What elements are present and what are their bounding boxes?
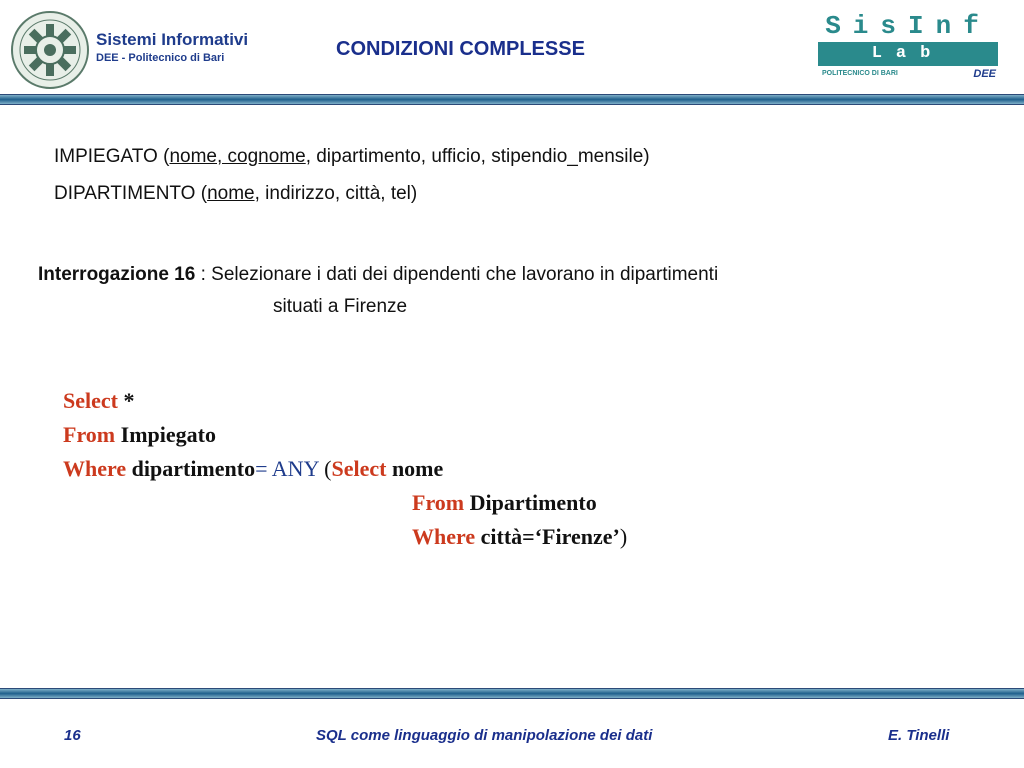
- org-name: Sistemi Informativi: [96, 30, 249, 49]
- sql-keyword: From: [412, 490, 465, 515]
- sql-subquery-from: From Dipartimento: [412, 490, 597, 515]
- page-number: 16: [64, 727, 81, 744]
- lab-logo-foot-left: POLITECNICO DI BARI: [822, 70, 898, 77]
- sql-line-from: From Impiegato: [63, 422, 216, 447]
- sql-keyword: Select: [63, 388, 118, 413]
- lab-logo-top: SisInf: [825, 11, 991, 41]
- university-seal-logo: [10, 10, 90, 90]
- primary-key: nome,: [207, 183, 260, 204]
- slide-title: CONDIZIONI COMPLESSE: [336, 38, 585, 60]
- query-question: Interrogazione 16 : Selezionare i dati dei dipendenti che lavorano in dipartimenti: [38, 264, 719, 285]
- header-divider-bar: [0, 94, 1024, 105]
- table-name: IMPIEGATO: [54, 146, 158, 167]
- schema-impiegato: IMPIEGATO (nome, cognome, dipartimento, ufficio, stipendio_mensile): [54, 146, 650, 167]
- sql-line-where: Where dipartimento= ANY (Select nome: [63, 456, 444, 481]
- lab-logo-foot-right: DEE: [973, 68, 996, 80]
- footer-title: SQL come linguaggio di manipolazione dei dati: [316, 727, 653, 744]
- sql-keyword: Select: [331, 456, 387, 481]
- primary-key: nome, cognome: [169, 146, 306, 167]
- lab-logo-band: Lab: [818, 42, 998, 66]
- sql-keyword: Where: [63, 456, 127, 481]
- sql-keyword: Where: [412, 524, 476, 549]
- query-question-continued: situati a Firenze: [273, 296, 408, 317]
- query-text: Selezionare i dati dei dipendenti che lavorano in dipartimenti: [211, 264, 719, 285]
- sql-operator-any: = ANY: [255, 456, 319, 481]
- query-label: Interrogazione 16: [38, 264, 196, 285]
- footer-divider-bar: [0, 688, 1024, 699]
- sisinf-lab-logo: [818, 12, 998, 86]
- sql-subquery-where: Where città=‘Firenze’): [412, 524, 628, 549]
- footer-author: E. Tinelli: [888, 727, 950, 744]
- sql-keyword: From: [63, 422, 116, 447]
- org-subtitle: DEE - Politecnico di Bari: [96, 52, 225, 64]
- sql-line-select: Select *: [63, 388, 135, 413]
- schema-dipartimento: DIPARTIMENTO (nome, indirizzo, città, tel): [54, 183, 418, 204]
- table-name: DIPARTIMENTO: [54, 183, 196, 204]
